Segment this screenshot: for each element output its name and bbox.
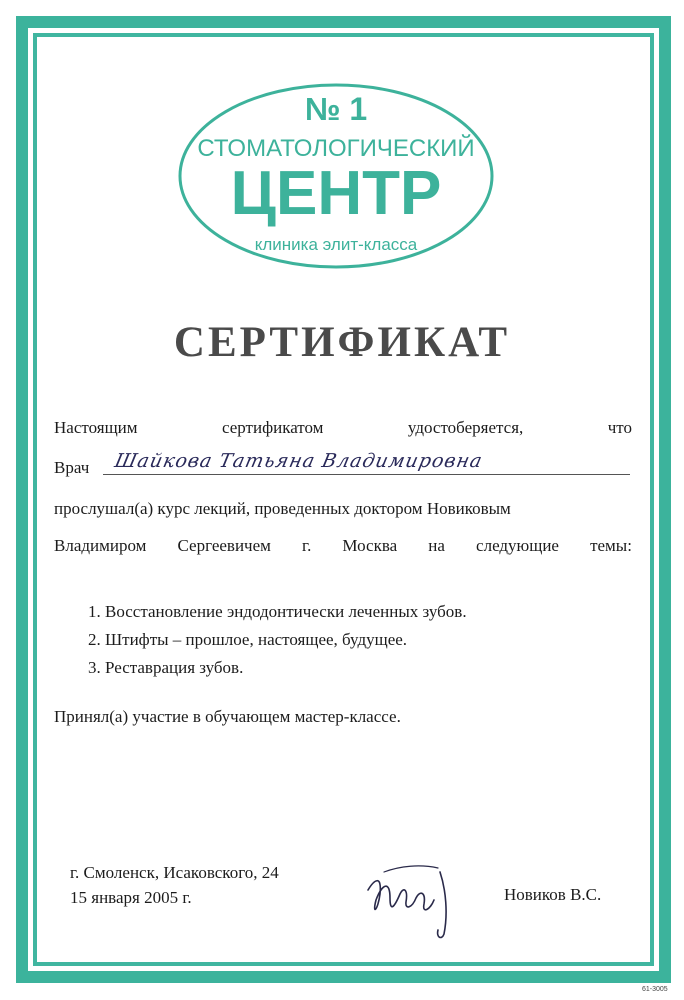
course-line-2 bbox=[54, 536, 632, 556]
course-word: г. bbox=[302, 536, 312, 555]
course-word: темы: bbox=[590, 536, 632, 555]
certificate-title: СЕРТИФИКАТ bbox=[173, 319, 511, 366]
course-word: Владимиром bbox=[54, 536, 147, 555]
topic-item: 2. Штифты – прошлое, настоящее, будущее. bbox=[88, 630, 408, 649]
doctor-name-handwritten: Шайкова Татьяна Владимировна bbox=[112, 450, 485, 472]
intro-word: удостоберяется, bbox=[407, 418, 524, 437]
logo-line-3: клиника элит-класса bbox=[254, 235, 418, 254]
topics-list bbox=[88, 598, 467, 682]
doctor-name-field bbox=[103, 452, 630, 475]
intro-word: что bbox=[607, 418, 632, 437]
signature-scribble bbox=[360, 850, 470, 940]
intro-word: Настоящим bbox=[54, 418, 138, 437]
participation-text: Принял(а) участие в обучающем мастер-классе. bbox=[54, 707, 401, 726]
footer-place-date bbox=[70, 860, 279, 910]
course-word: Сергеевичем bbox=[177, 536, 271, 555]
course-line-1: прослушал(а) курс лекций, проведенных доктором Новиковым bbox=[54, 499, 511, 518]
footer-address: г. Смоленск, Исаковского, 24 bbox=[70, 863, 279, 882]
logo-line-2: ЦЕНТР bbox=[230, 159, 442, 228]
logo-line-1: СТОМАТОЛОГИЧЕСКИЙ bbox=[197, 135, 475, 162]
course-word: Москва bbox=[342, 536, 398, 555]
topic-item: 3. Реставрация зубов. bbox=[88, 658, 244, 677]
print-code: 61-3005 bbox=[642, 986, 668, 993]
doctor-label: Врач bbox=[54, 458, 90, 477]
intro-word: сертификатом bbox=[221, 418, 324, 437]
topic-item: 1. Восстановление эндодонтически леченных зубов. bbox=[88, 602, 467, 621]
clinic-logo-emblem bbox=[177, 82, 495, 270]
signer-name: Новиков В.С. bbox=[504, 885, 602, 904]
course-word: следующие bbox=[476, 536, 559, 555]
logo-number: № 1 bbox=[304, 91, 368, 127]
course-word: на bbox=[428, 536, 445, 555]
footer-date: 15 января 2005 г. bbox=[70, 888, 192, 907]
intro-line bbox=[54, 418, 632, 438]
clinic-logo bbox=[177, 82, 495, 270]
